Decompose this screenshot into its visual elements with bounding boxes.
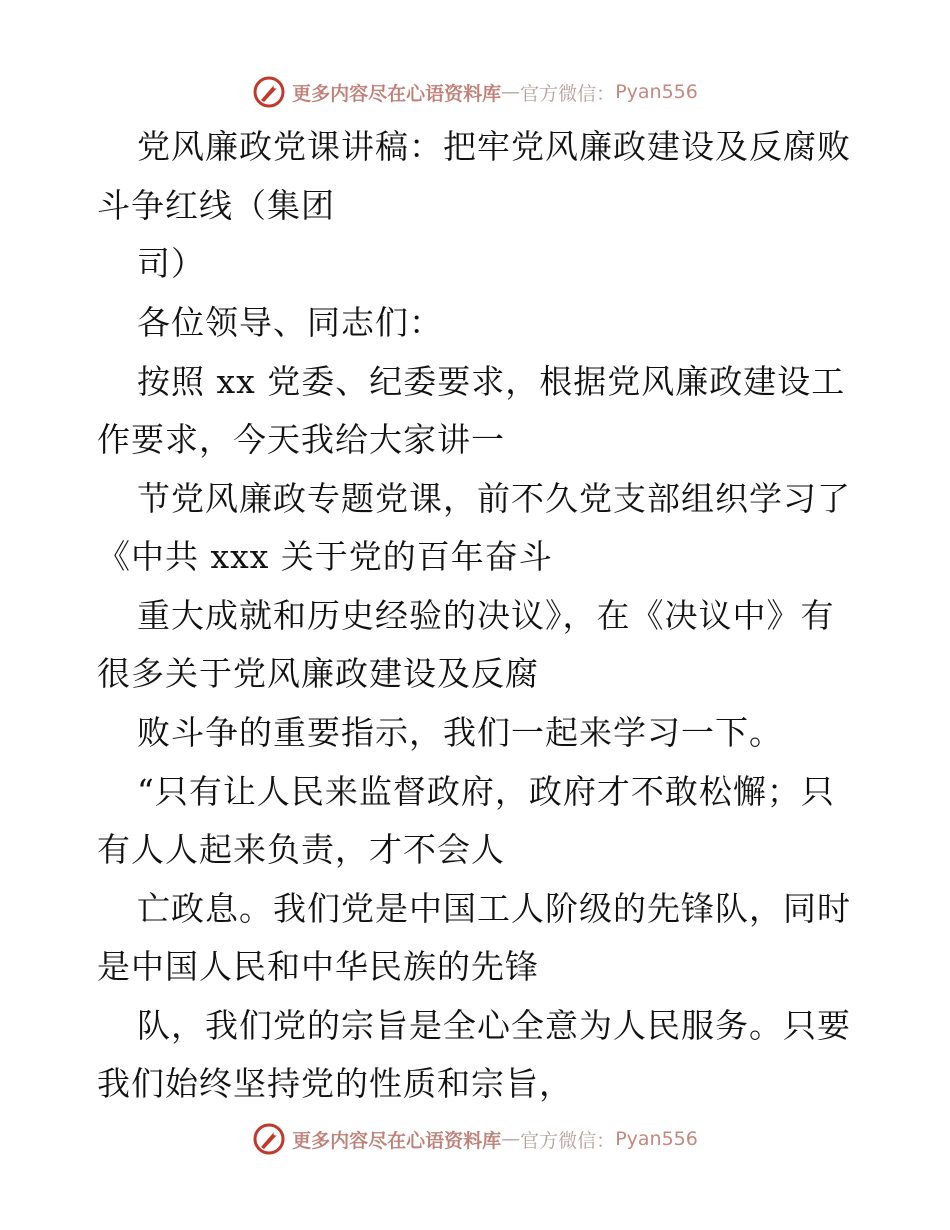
watermark-brand: 更多内容尽在心语资料库 [292,82,502,105]
watermark-separator: — [501,1128,521,1150]
paragraph-line: 是中国人民和中华民族的先锋 [97,947,539,986]
salutation: 各位领导、同志们： [137,303,443,342]
paragraph-line: 作要求，今天我给大家讲一 [97,420,505,459]
watermark-wechat-id: Pyan556 [615,1128,698,1150]
watermark-label: 官方微信： [520,82,616,105]
paragraph-line: 我们始终坚持党的性质和宗旨， [97,1064,573,1103]
paragraph-line: 有人人起来负责，才不会人 [97,830,505,869]
watermark-separator: — [501,81,521,103]
paragraph-line: 队，我们党的宗旨是全心全意为人民服务。只要 [137,1006,851,1045]
paragraph-line: 很多关于党风廉政建设及反腐 [97,654,539,693]
watermark-label: 官方微信： [520,1129,616,1152]
title-line-2: 斗争红线（集团 [97,186,335,225]
title-line-1: 党风廉政党课讲稿：把牢党风廉政建设及反腐败 [137,127,851,166]
title-line-3: 司） [137,244,205,283]
watermark-wechat-id: Pyan556 [615,81,698,103]
paragraph-line: 按照 xx 党委、纪委要求，根据党风廉政建设工 [137,362,846,401]
paragraph-line: 败斗争的重要指示，我们一起来学习一下。 [137,713,783,752]
paragraph-line: 重大成就和历史经验的决议》，在《决议中》有 [137,596,835,635]
watermark-brand: 更多内容尽在心语资料库 [292,1129,502,1152]
paragraph-line: 节党风廉政专题党课，前不久党支部组织学习了 [137,479,851,518]
paragraph-line: 亡政息。我们党是中国工人阶级的先锋队，同时 [137,889,851,928]
pen-logo-icon [252,1122,286,1156]
paragraph-line: “只有让人民来监督政府，政府才不敢松懈；只 [137,772,835,811]
footer-watermark [0,1119,950,1159]
paragraph-line: 《中共 xxx 关于党的百年奋斗 [97,537,553,576]
